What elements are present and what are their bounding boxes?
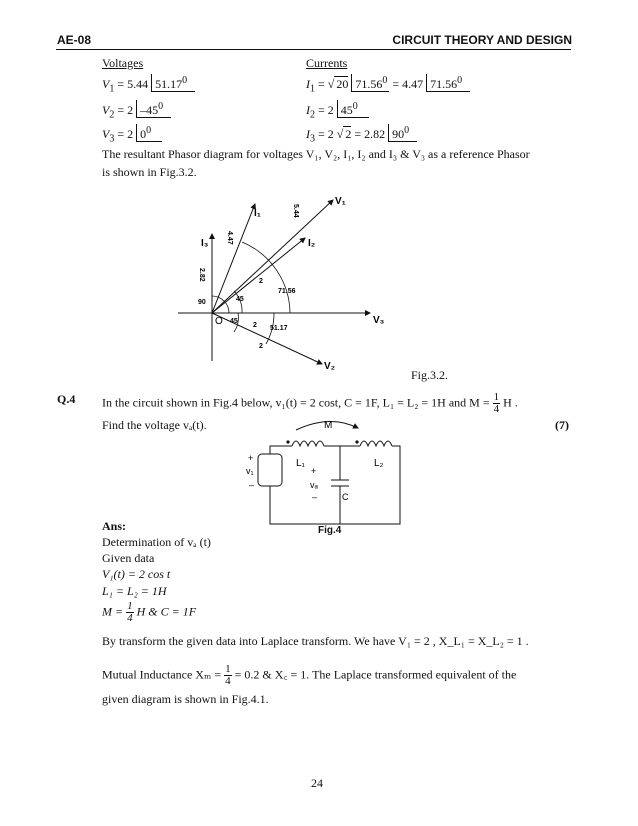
question-marks: (7) (555, 418, 569, 432)
question-line2: Find the voltage vₐ(t). (102, 418, 207, 432)
answer-heading: Ans: (102, 519, 127, 533)
phasor-diagram (170, 186, 400, 372)
label-90: 90 (198, 299, 206, 306)
voltage-row-1: $V_1 = 5.44$ 51.17$^0$ (102, 74, 195, 94)
dot-l2 (355, 440, 358, 443)
arc-71-56 (242, 242, 290, 313)
circuit-diagram (240, 416, 420, 542)
answer-m-line: M = $\frac{1}{4}$ H & C = 1F (102, 600, 197, 624)
answer-line1: Determination of vₐ (t) (102, 535, 211, 549)
label-71-56: 71.56 (278, 288, 296, 295)
voltage-row-2: $V_2 = 2$ $-45^0$ (102, 100, 171, 120)
label-va: vₐ (310, 480, 318, 490)
label-origin: O (215, 316, 223, 327)
label-v3: V₃ (373, 315, 385, 326)
phasor-text-line1: The resultant Phasor diagram for voltages V₁, V₂, I₁, I₂ and I₃ & V₃ as a reference Phasor (102, 147, 530, 161)
answer-para3: given diagram is shown in Fig.4.1. (102, 692, 269, 706)
label-i2: I₂ (308, 238, 316, 249)
label-2-82: 2.82 (198, 268, 205, 282)
voltage-source (258, 454, 282, 486)
v1-phasor (212, 200, 333, 313)
label-l1: L₁ (296, 458, 305, 469)
label-m: M (324, 420, 333, 431)
phasor-text-line2: is shown in Fig.3.2. (102, 165, 197, 179)
label-v2: V₂ (324, 361, 336, 372)
current-row-3: $I_3 = 2$ √ 2 = 2.82 $90^0$ (306, 124, 417, 144)
fig-4-caption: Fig.4 (318, 525, 342, 536)
question-line1: In the circuit shown in Fig.4 below, v₁(t) = 2 cost, C = 1F, L₁ = L₂ = 1H and M = $\frac{1}{4}$ H . (102, 391, 518, 415)
answer-para1: By transform the given data into Laplace transform. We have V₁ = 2 , X_L₁ = X_L₂ = 1 . (102, 634, 529, 648)
i2-phasor (212, 238, 305, 313)
inductor-l1 (292, 441, 324, 446)
label-5-44: 5.44 (292, 204, 299, 218)
answer-line3: V₁(t) = 2 cos t (102, 567, 171, 581)
capacitor (331, 480, 349, 486)
label-minus-va: – (312, 492, 318, 502)
label-45-lower: 45 (230, 318, 238, 325)
wire-top-left (270, 446, 292, 454)
header-rule (56, 49, 571, 50)
voltage-row-3: $V_3 = 2$ $0^0$ (102, 124, 162, 144)
label-i3: I₃ (201, 238, 209, 249)
answer-para2: Mutual Inductance Xₘ = $\frac{1}{4}$ = 0.2 & X꜀ = 1. The Laplace transformed equivalent of the (102, 663, 517, 687)
label-45-upper: 45 (236, 296, 244, 303)
header-title: CIRCUIT THEORY AND DESIGN (392, 33, 572, 47)
label-plus-va: + (311, 466, 317, 476)
label-v1: v₁ (246, 466, 254, 476)
answer-line2: Given data (102, 551, 155, 565)
label-minus-source: – (249, 480, 255, 490)
label-i1: I₁ (254, 208, 261, 219)
fig-3-2-caption: Fig.3.2. (411, 368, 449, 382)
label-2-v2-lower: 2 (259, 343, 263, 350)
label-v1: V₁ (335, 196, 346, 207)
voltages-heading: Voltages (102, 56, 144, 70)
question-number: Q.4 (57, 392, 76, 406)
header-code: AE-08 (57, 33, 92, 47)
i1-phasor (212, 204, 255, 313)
dot-l1 (286, 440, 289, 443)
inductor-l2 (360, 441, 392, 446)
label-51-17: 51.17 (270, 325, 288, 332)
label-plus-source: + (248, 453, 254, 463)
answer-line4: L₁ = L₂ = 1H (102, 584, 167, 598)
label-2-i2: 2 (259, 278, 263, 285)
v2-phasor (212, 313, 322, 364)
label-4-47: 4.47 (226, 231, 233, 245)
currents-heading: Currents (306, 56, 348, 70)
current-row-2: $I_2 = 2$ $45^0$ (306, 100, 369, 120)
current-row-1: $I_1$ = √ 20 71.56$^0$ = 4.47 71.56$^0$ (306, 74, 470, 94)
label-l2: L₂ (374, 458, 384, 469)
label-2-v2-upper: 2 (253, 322, 257, 329)
label-c: C (342, 492, 349, 502)
page-number: 24 (311, 776, 323, 790)
